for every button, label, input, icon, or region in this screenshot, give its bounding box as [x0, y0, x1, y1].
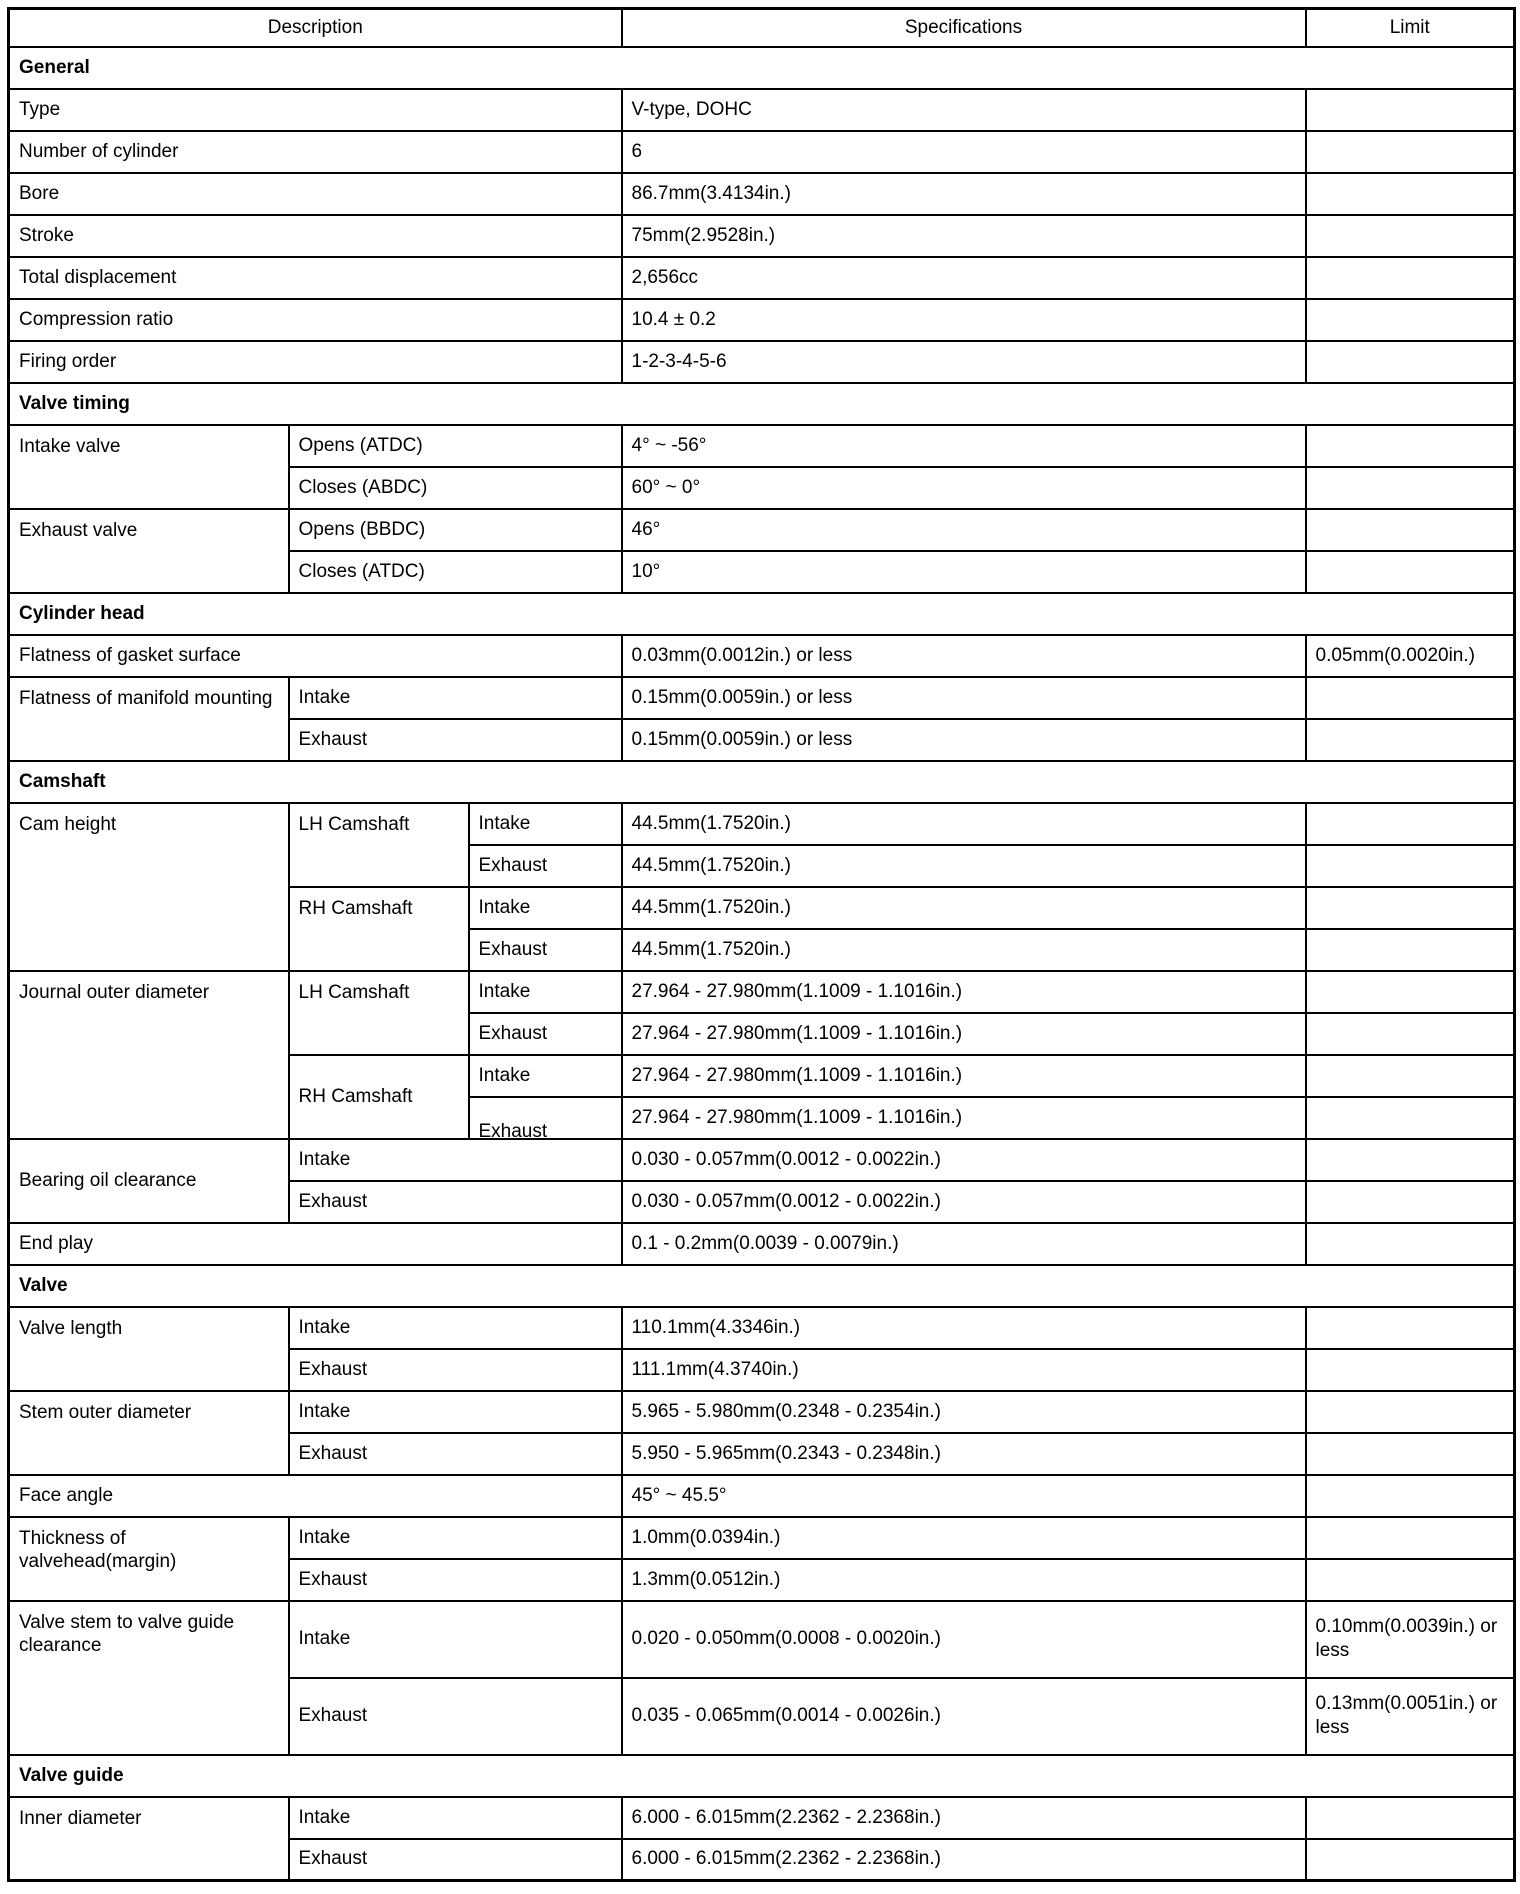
cell-specification: 1.0mm(0.0394in.): [622, 1517, 1306, 1559]
cell-specification: 5.950 - 5.965mm(0.2343 - 0.2348in.): [622, 1433, 1306, 1475]
table-row: [9, 1517, 1515, 1559]
cell-description: Flatness of gasket surface: [9, 635, 622, 677]
cell-limit: [1306, 1013, 1515, 1055]
cell-sublabel: Intake: [289, 1391, 622, 1433]
cell-limit: [1306, 677, 1515, 719]
cell-limit: [1306, 1307, 1515, 1349]
section-title-general: General: [9, 47, 1515, 89]
cell-sublabel: Exhaust: [289, 1839, 622, 1881]
section-row-valve-guide: [9, 1755, 1515, 1797]
cell-description: Stroke: [9, 215, 622, 257]
table-row: [9, 131, 1515, 173]
cell-specification: 5.965 - 5.980mm(0.2348 - 0.2354in.): [622, 1391, 1306, 1433]
table-row: [9, 1475, 1515, 1517]
cell-description: Intake valve: [9, 425, 289, 509]
cell-specification: 0.03mm(0.0012in.) or less: [622, 635, 1306, 677]
cell-specification: V-type, DOHC: [622, 89, 1306, 131]
cell-limit: 0.10mm(0.0039in.) or less: [1306, 1601, 1515, 1678]
cell-sublabel: Exhaust: [469, 845, 622, 887]
cell-description: Bearing oil clearance: [9, 1139, 289, 1223]
cell-limit: 0.13mm(0.0051in.) or less: [1306, 1678, 1515, 1755]
cell-sublabel-text: Exhaust: [478, 1120, 548, 1142]
cell-limit: [1306, 971, 1515, 1013]
cell-description: Flatness of manifold mounting: [9, 677, 289, 761]
cell-description: Stem outer diameter: [9, 1391, 289, 1475]
cell-description: Firing order: [9, 341, 622, 383]
cell-description: Valve length: [9, 1307, 289, 1391]
table-row: [9, 971, 1515, 1013]
section-title-valve-guide: Valve guide: [9, 1755, 1515, 1797]
cell-limit: [1306, 887, 1515, 929]
section-row-camshaft: [9, 761, 1515, 803]
cell-limit: [1306, 929, 1515, 971]
cell-specification: 60° ~ 0°: [622, 467, 1306, 509]
table-row: [9, 635, 1515, 677]
cell-specification: 6: [622, 131, 1306, 173]
header-row: [9, 9, 1515, 47]
cell-sublabel: Closes (ATDC): [289, 551, 622, 593]
table-row: [9, 677, 1515, 719]
cell-sublabel: Exhaust: [289, 719, 622, 761]
cell-sublabel: Intake: [469, 887, 622, 929]
cell-description: Compression ratio: [9, 299, 622, 341]
table-row: [9, 173, 1515, 215]
cell-specification: 27.964 - 27.980mm(1.1009 - 1.1016in.): [622, 971, 1306, 1013]
cell-sublabel: Intake: [289, 1139, 622, 1181]
cell-sublabel: Intake: [289, 1797, 622, 1839]
cell-limit: [1306, 1349, 1515, 1391]
cell-sublabel: Exhaust: [469, 929, 622, 971]
cell-sublabel: Exhaust: [469, 1013, 622, 1055]
cell-description: End play: [9, 1223, 622, 1265]
column-header-description: Description: [9, 9, 622, 47]
section-title-camshaft: Camshaft: [9, 761, 1515, 803]
cell-limit: [1306, 467, 1515, 509]
cell-specification: 44.5mm(1.7520in.): [622, 887, 1306, 929]
cell-specification: 10.4 ± 0.2: [622, 299, 1306, 341]
cell-specification: 46°: [622, 509, 1306, 551]
cell-sublabel: Intake: [289, 1307, 622, 1349]
cell-limit: [1306, 1223, 1515, 1265]
cell-sublabel: Intake: [469, 803, 622, 845]
section-row-valve-timing: [9, 383, 1515, 425]
cell-specification: 10°: [622, 551, 1306, 593]
cell-specification: 110.1mm(4.3346in.): [622, 1307, 1306, 1349]
section-row-general: [9, 47, 1515, 89]
cell-specification: 75mm(2.9528in.): [622, 215, 1306, 257]
cell-sublabel: Intake: [469, 971, 622, 1013]
section-row-cylinder-head: [9, 593, 1515, 635]
table-row: [9, 89, 1515, 131]
table-row: [9, 341, 1515, 383]
table-row: [9, 1391, 1515, 1433]
cell-sublabel: Intake: [289, 1517, 622, 1559]
cell-specification: 6.000 - 6.015mm(2.2362 - 2.2368in.): [622, 1839, 1306, 1881]
section-title-cylinder-head: Cylinder head: [9, 593, 1515, 635]
cell-limit: [1306, 1433, 1515, 1475]
section-title-valve: Valve: [9, 1265, 1515, 1307]
cell-specification: 1-2-3-4-5-6: [622, 341, 1306, 383]
cell-sublabel: Intake: [289, 677, 622, 719]
cell-sublabel: [469, 1097, 622, 1142]
cell-specification: 2,656cc: [622, 257, 1306, 299]
cell-specification: 6.000 - 6.015mm(2.2362 - 2.2368in.): [622, 1797, 1306, 1839]
cell-description: Type: [9, 89, 622, 131]
table-row: [9, 215, 1515, 257]
cell-specification: 27.964 - 27.980mm(1.1009 - 1.1016in.): [622, 1097, 1306, 1139]
cell-specification: 111.1mm(4.3740in.): [622, 1349, 1306, 1391]
cell-sublabel: Intake: [289, 1601, 622, 1678]
cell-sublabel: Opens (ATDC): [289, 425, 622, 467]
cell-description: Number of cylinder: [9, 131, 622, 173]
cell-specification: 0.15mm(0.0059in.) or less: [622, 677, 1306, 719]
cell-group-label: RH Camshaft: [289, 887, 469, 971]
cell-specification: 44.5mm(1.7520in.): [622, 845, 1306, 887]
engine-specifications-table: [7, 7, 1516, 1882]
column-header-specifications: Specifications: [622, 9, 1306, 47]
cell-limit: [1306, 1475, 1515, 1517]
cell-specification: 4° ~ -56°: [622, 425, 1306, 467]
cell-description: Exhaust valve: [9, 509, 289, 593]
cell-specification: 45° ~ 45.5°: [622, 1475, 1306, 1517]
cell-sublabel: Exhaust: [289, 1559, 622, 1601]
table-row: [9, 1797, 1515, 1839]
cell-limit: [1306, 341, 1515, 383]
cell-description: Face angle: [9, 1475, 622, 1517]
cell-sublabel: Intake: [469, 1055, 622, 1097]
cell-specification: 27.964 - 27.980mm(1.1009 - 1.1016in.): [622, 1055, 1306, 1097]
cell-limit: [1306, 299, 1515, 341]
cell-group-label: RH Camshaft: [289, 1055, 469, 1139]
cell-limit: [1306, 1797, 1515, 1839]
cell-limit: [1306, 1839, 1515, 1881]
section-title-valve-timing: Valve timing: [9, 383, 1515, 425]
cell-description: Total displacement: [9, 257, 622, 299]
cell-description: Valve stem to valve guide clearance: [9, 1601, 289, 1755]
cell-limit: [1306, 257, 1515, 299]
column-header-limit: Limit: [1306, 9, 1515, 47]
cell-description: Cam height: [9, 803, 289, 971]
cell-specification: 44.5mm(1.7520in.): [622, 929, 1306, 971]
cell-description: Inner diameter: [9, 1797, 289, 1881]
cell-limit: [1306, 1139, 1515, 1181]
cell-sublabel: Exhaust: [289, 1678, 622, 1755]
table-row: [9, 425, 1515, 467]
cell-specification: 0.035 - 0.065mm(0.0014 - 0.0026in.): [622, 1678, 1306, 1755]
table-row: [9, 299, 1515, 341]
section-row-valve: [9, 1265, 1515, 1307]
cell-specification: 0.020 - 0.050mm(0.0008 - 0.0020in.): [622, 1601, 1306, 1678]
cell-description: Bore: [9, 173, 622, 215]
cell-limit: [1306, 89, 1515, 131]
table-row: [9, 803, 1515, 845]
table-row: [9, 1139, 1515, 1181]
cell-limit: [1306, 1517, 1515, 1559]
table-row: [9, 257, 1515, 299]
cell-description: Journal outer diameter: [9, 971, 289, 1139]
cell-group-label: LH Camshaft: [289, 971, 469, 1055]
cell-specification: 0.030 - 0.057mm(0.0012 - 0.0022in.): [622, 1139, 1306, 1181]
cell-specification: 27.964 - 27.980mm(1.1009 - 1.1016in.): [622, 1013, 1306, 1055]
cell-specification: 0.030 - 0.057mm(0.0012 - 0.0022in.): [622, 1181, 1306, 1223]
cell-limit: [1306, 425, 1515, 467]
table-row: [9, 1601, 1515, 1678]
cell-limit: [1306, 1391, 1515, 1433]
cell-limit: [1306, 1055, 1515, 1097]
cell-specification: 0.15mm(0.0059in.) or less: [622, 719, 1306, 761]
cell-sublabel: Exhaust: [289, 1349, 622, 1391]
cell-limit: 0.05mm(0.0020in.): [1306, 635, 1515, 677]
table-row: [9, 1223, 1515, 1265]
cell-sublabel: Opens (BBDC): [289, 509, 622, 551]
cell-description: Thickness of valvehead(margin): [9, 1517, 289, 1601]
cell-limit: [1306, 173, 1515, 215]
cell-limit: [1306, 509, 1515, 551]
cell-sublabel: Exhaust: [289, 1433, 622, 1475]
table-row: [9, 509, 1515, 551]
cell-limit: [1306, 1559, 1515, 1601]
cell-limit: [1306, 1097, 1515, 1139]
cell-limit: [1306, 551, 1515, 593]
cell-specification: 0.1 - 0.2mm(0.0039 - 0.0079in.): [622, 1223, 1306, 1265]
cell-limit: [1306, 131, 1515, 173]
cell-group-label: LH Camshaft: [289, 803, 469, 887]
cell-specification: 1.3mm(0.0512in.): [622, 1559, 1306, 1601]
cell-specification: 44.5mm(1.7520in.): [622, 803, 1306, 845]
cell-limit: [1306, 803, 1515, 845]
cell-limit: [1306, 1181, 1515, 1223]
cell-limit: [1306, 719, 1515, 761]
cell-sublabel: Closes (ABDC): [289, 467, 622, 509]
cell-specification: 86.7mm(3.4134in.): [622, 173, 1306, 215]
cell-limit: [1306, 845, 1515, 887]
cell-limit: [1306, 215, 1515, 257]
cell-sublabel: Exhaust: [289, 1181, 622, 1223]
table-row: [9, 1307, 1515, 1349]
